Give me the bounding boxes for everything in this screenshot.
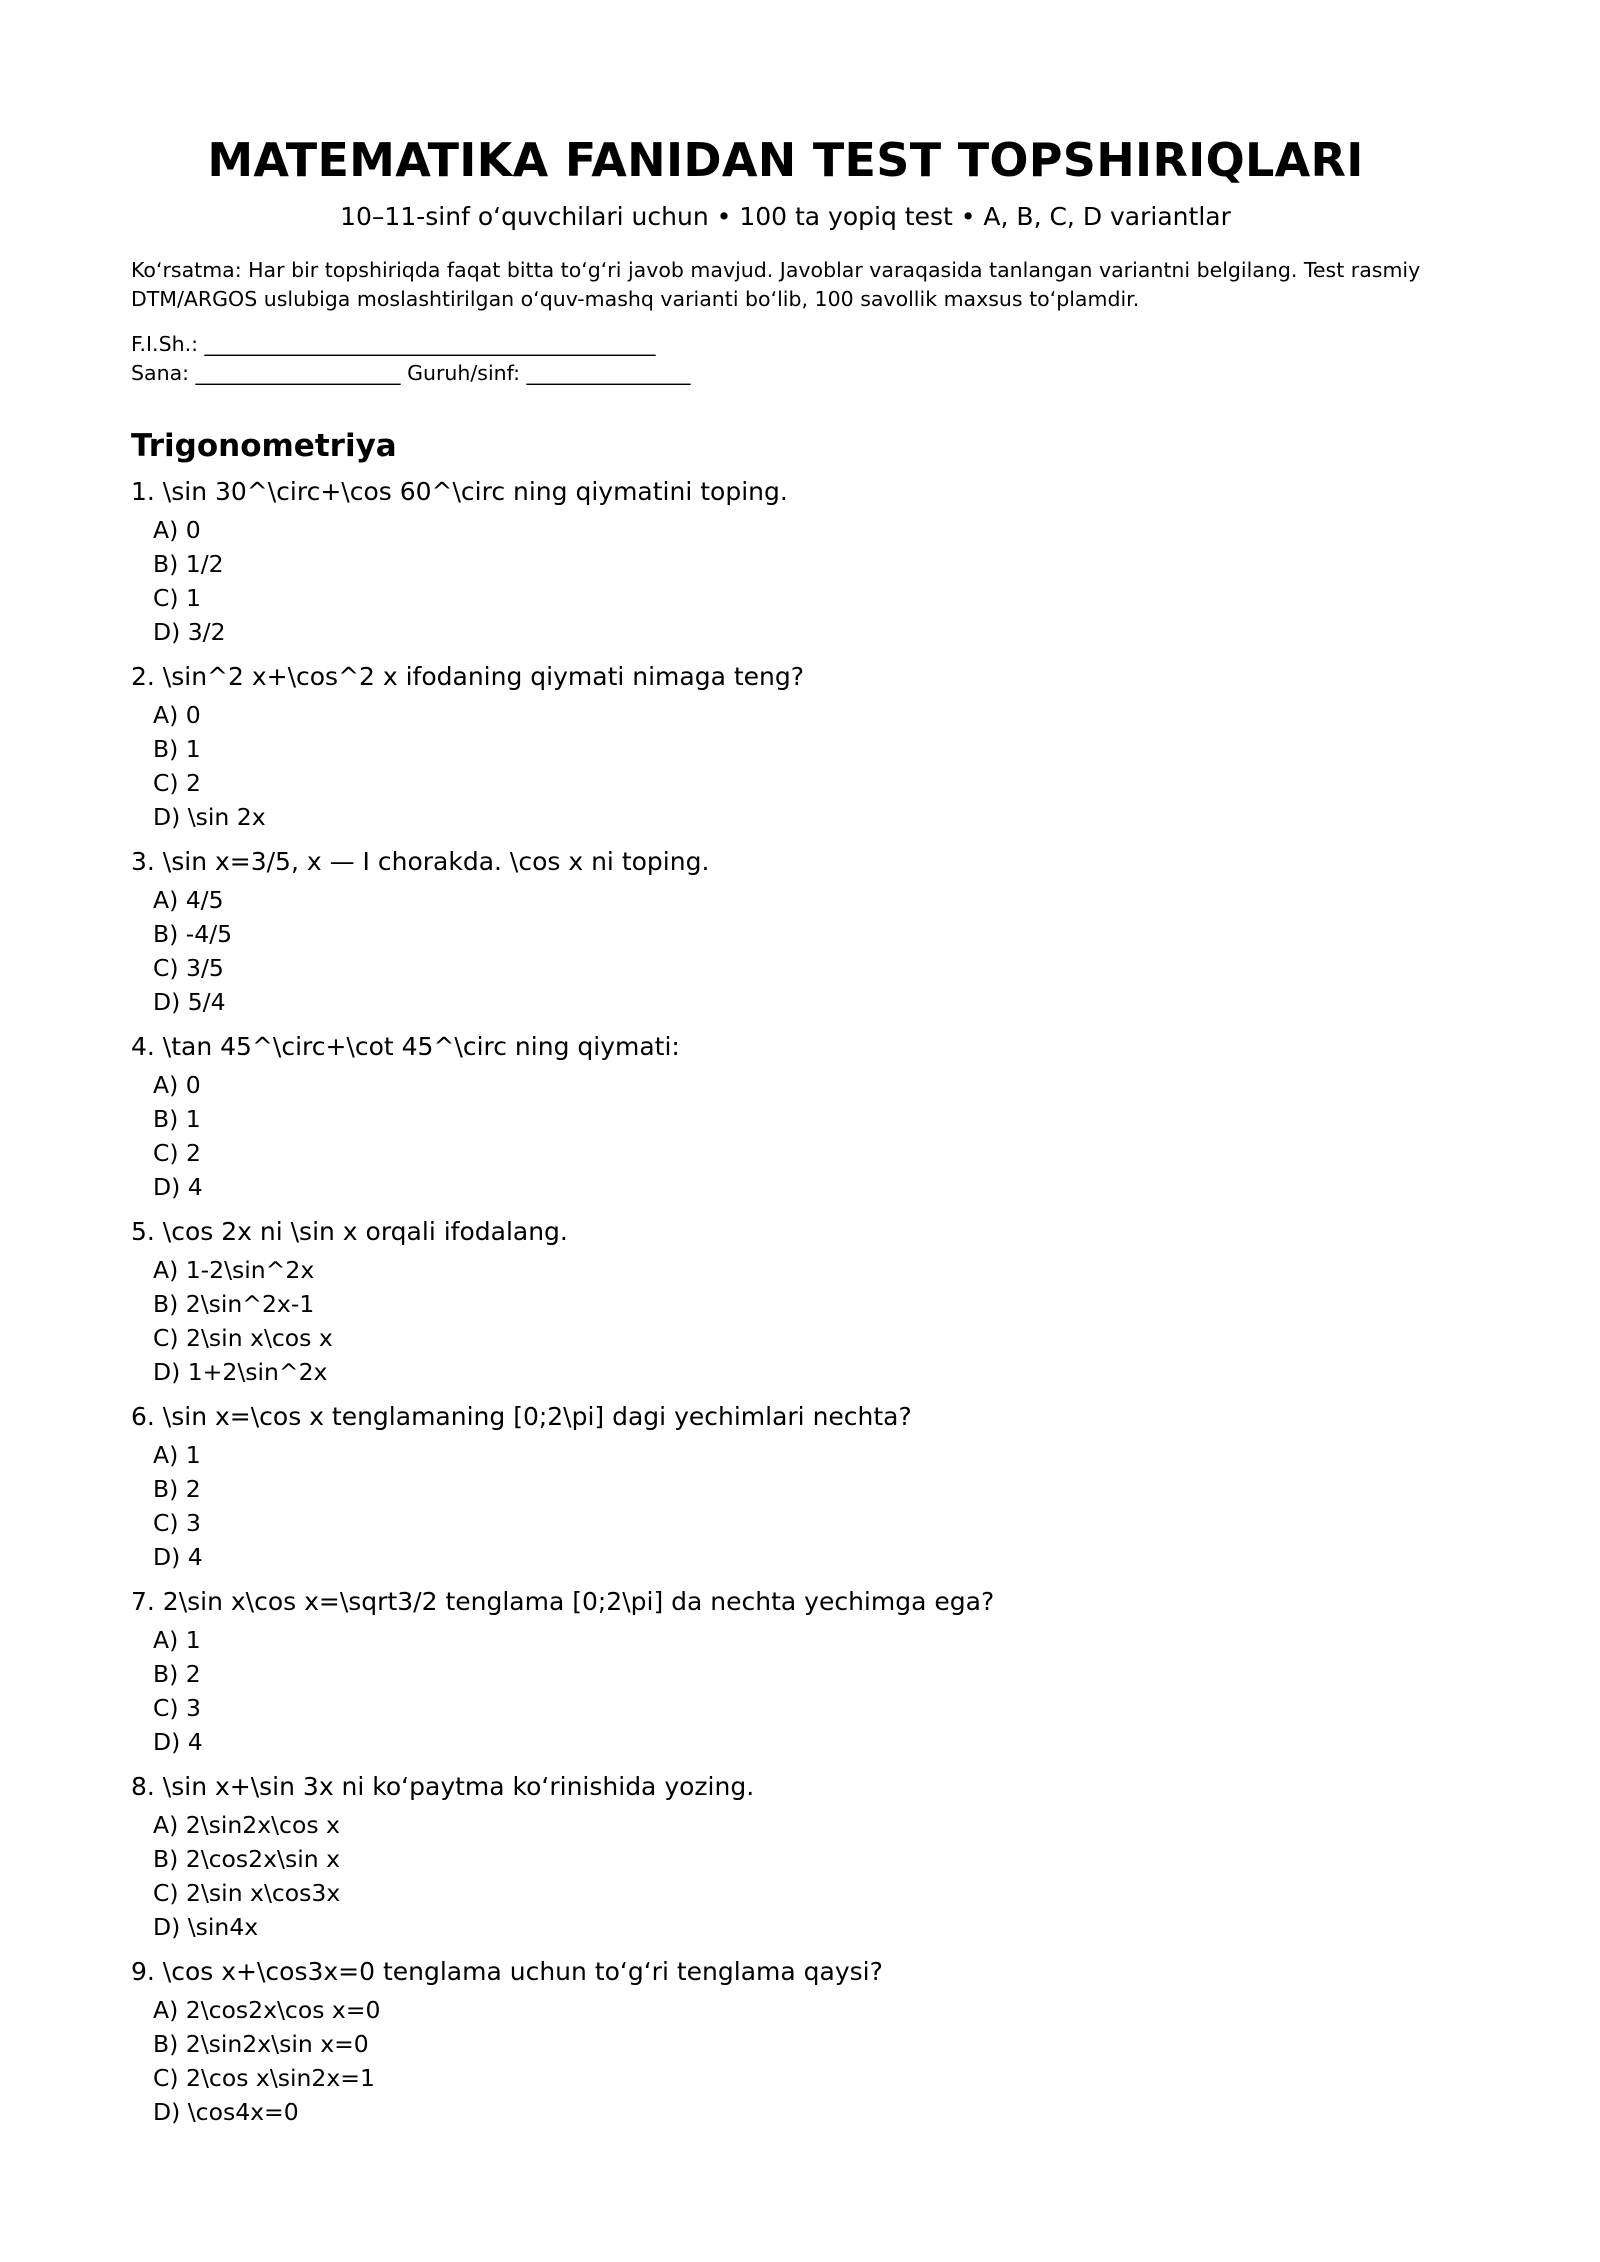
question-text: 7. 2\sin x\cos x=\sqrt3/2 tenglama [0;2\pi] da nechta yechimga ega? bbox=[131, 1587, 995, 1616]
answer-option: C) 3 bbox=[153, 1509, 201, 1537]
answer-option: B) 2 bbox=[153, 1660, 201, 1688]
question-text: 9. \cos x+\cos3x=0 tenglama uchun toʻgʻri tenglama qaysi? bbox=[131, 1957, 883, 1986]
answer-options bbox=[153, 698, 1440, 834]
answer-option: D) 1+2\sin^2x bbox=[153, 1358, 328, 1386]
answer-option: D) \sin4x bbox=[153, 1913, 259, 1941]
answer-option: D) 4 bbox=[153, 1728, 203, 1756]
answer-option: C) 2\sin x\cos3x bbox=[153, 1879, 341, 1907]
question-text: 8. \sin x+\sin 3x ni koʻpaytma koʻrinishida yozing. bbox=[131, 1772, 755, 1801]
answer-option: B) 1/2 bbox=[153, 550, 224, 578]
answer-option: D) 3/2 bbox=[153, 618, 226, 646]
answer-options bbox=[153, 883, 1440, 1019]
question-item bbox=[131, 844, 1440, 1019]
answer-options bbox=[153, 513, 1440, 649]
instructions-text: Koʻrsatma: Har bir topshiriqda faqat bitta toʻgʻri javob mavjud. Javoblar varaqasida tanlangan variantni belgilang. Test rasmiy DTM/ARGOS uslubiga moslashtirilgan oʻquv-mashq varianti boʻlib, 100 savollik maxsus toʻplamdir. bbox=[131, 258, 1421, 311]
section-title: Trigonometriya bbox=[131, 428, 397, 464]
student-info-fields bbox=[131, 330, 1440, 388]
answer-options bbox=[153, 1253, 1440, 1389]
question-item bbox=[131, 1214, 1440, 1389]
answer-option: B) 2\sin2x\sin x=0 bbox=[153, 2030, 369, 2058]
question-item bbox=[131, 1769, 1440, 1944]
answer-option: C) 2 bbox=[153, 1139, 201, 1167]
answer-options bbox=[153, 1438, 1440, 1574]
answer-options bbox=[153, 1993, 1440, 2129]
question-text: 1. \sin 30^\circ+\cos 60^\circ ning qiymatini toping. bbox=[131, 477, 788, 506]
question-item bbox=[131, 1029, 1440, 1204]
answer-option: A) 4/5 bbox=[153, 886, 224, 914]
question-text: 5. \cos 2x ni \sin x orqali ifodalang. bbox=[131, 1217, 568, 1246]
fish-field: F.I.Sh.: ____________________________________________ bbox=[131, 332, 656, 356]
answer-option: D) 4 bbox=[153, 1173, 203, 1201]
answer-option: A) 1 bbox=[153, 1626, 201, 1654]
question-list bbox=[131, 474, 1440, 2129]
page-subtitle: 10–11-sinf oʻquvchilari uchun • 100 ta yopiq test • A, B, C, D variantlar bbox=[340, 202, 1231, 231]
answer-options bbox=[153, 1623, 1440, 1759]
answer-option: A) 0 bbox=[153, 516, 201, 544]
answer-option: B) 2 bbox=[153, 1475, 201, 1503]
answer-option: D) \cos4x=0 bbox=[153, 2098, 299, 2126]
answer-option: A) 0 bbox=[153, 701, 201, 729]
page-title: MATEMATIKA FANIDAN TEST TOPSHIRIQLARI bbox=[207, 133, 1364, 187]
answer-option: D) \sin 2x bbox=[153, 803, 266, 831]
answer-option: C) 2 bbox=[153, 769, 201, 797]
answer-options bbox=[153, 1068, 1440, 1204]
answer-option: B) 2\sin^2x-1 bbox=[153, 1290, 315, 1318]
question-text: 4. \tan 45^\circ+\cot 45^\circ ning qiymati: bbox=[131, 1032, 680, 1061]
answer-option: A) 2\sin2x\cos x bbox=[153, 1811, 340, 1839]
question-item bbox=[131, 659, 1440, 834]
answer-options bbox=[153, 1808, 1440, 1944]
question-item bbox=[131, 474, 1440, 649]
answer-option: B) 1 bbox=[153, 1105, 201, 1133]
answer-option: A) 0 bbox=[153, 1071, 201, 1099]
answer-option: A) 1-2\sin^2x bbox=[153, 1256, 315, 1284]
answer-option: D) 4 bbox=[153, 1543, 203, 1571]
question-item bbox=[131, 1954, 1440, 2129]
question-text: 3. \sin x=3/5, x — I chorakda. \cos x ni toping. bbox=[131, 847, 710, 876]
answer-option: C) 3/5 bbox=[153, 954, 224, 982]
question-text: 2. \sin^2 x+\cos^2 x ifodaning qiymati nimaga teng? bbox=[131, 662, 805, 691]
answer-option: B) -4/5 bbox=[153, 920, 233, 948]
answer-option: B) 1 bbox=[153, 735, 201, 763]
answer-option: C) 1 bbox=[153, 584, 201, 612]
answer-option: B) 2\cos2x\sin x bbox=[153, 1845, 340, 1873]
question-item bbox=[131, 1399, 1440, 1574]
answer-option: C) 2\cos x\sin2x=1 bbox=[153, 2064, 375, 2092]
answer-option: A) 1 bbox=[153, 1441, 201, 1469]
question-item bbox=[131, 1584, 1440, 1759]
date-group-field: Sana: ____________________ Guruh/sinf: ________________ bbox=[131, 361, 691, 385]
answer-option: C) 3 bbox=[153, 1694, 201, 1722]
answer-option: A) 2\cos2x\cos x=0 bbox=[153, 1996, 381, 2024]
question-text: 6. \sin x=\cos x tenglamaning [0;2\pi] dagi yechimlari nechta? bbox=[131, 1402, 912, 1431]
answer-option: D) 5/4 bbox=[153, 988, 226, 1016]
answer-option: C) 2\sin x\cos x bbox=[153, 1324, 333, 1352]
